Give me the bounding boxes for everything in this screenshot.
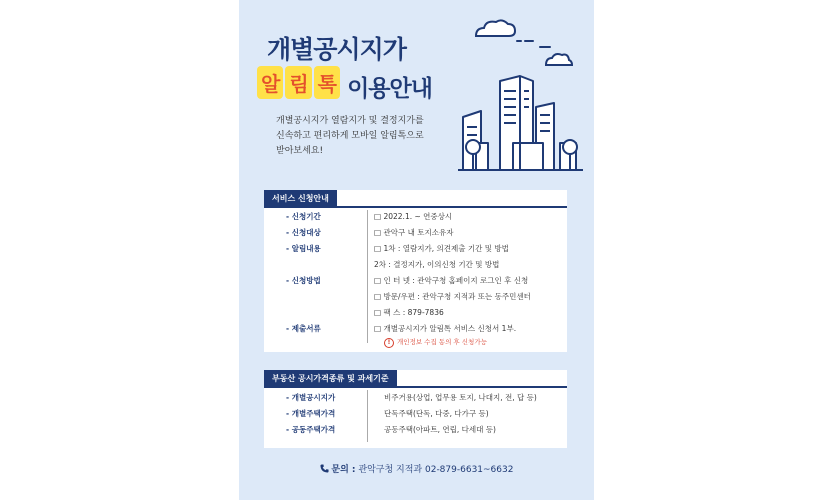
row-value: □ 인 터 넷 : 관악구청 홈페이지 로그인 후 신청 xyxy=(374,276,529,285)
row-label: - 신청대상 xyxy=(286,228,321,237)
row-value: 2차 : 결정지가, 이의신청 기간 및 방법 xyxy=(374,260,500,269)
subtitle xyxy=(276,114,424,159)
row-label: - 개별주택가격 xyxy=(286,409,336,418)
title-line1: 개별공시지가 xyxy=(267,35,406,64)
column-divider xyxy=(367,390,368,442)
alimtalk-badge-1: 알 xyxy=(257,66,283,99)
row-value: □ 1차 : 열람지가, 의견제출 기간 및 방법 xyxy=(374,244,509,253)
contact-info xyxy=(239,462,594,475)
warning-icon: ! xyxy=(384,338,394,348)
row-label: - 공동주택가격 xyxy=(286,425,336,434)
row-label: - 신청방법 xyxy=(286,276,321,285)
section-divider xyxy=(264,206,567,208)
row-value: □ 방문/우편 : 관악구청 지적과 또는 동주민센터 xyxy=(374,292,531,301)
cloud-icon xyxy=(476,20,515,36)
row-value: 단독주택(단독, 다중, 다가구 등) xyxy=(384,409,489,418)
row-label: - 알림내용 xyxy=(286,244,321,253)
price-type-card xyxy=(264,370,567,448)
section-divider xyxy=(264,386,567,388)
subtitle-line: 신속하고 편리하게 모바일 알림톡으로 xyxy=(276,131,424,141)
contact-label: 문의 : xyxy=(331,465,356,475)
section-title: 서비스 신청안내 xyxy=(264,190,337,207)
title-line2 xyxy=(257,66,432,103)
row-value: □ 팩 스 : 879-7836 xyxy=(374,308,444,317)
row-value: □ 2022.1. ~ 연중상시 xyxy=(374,212,453,221)
row-label: - 신청기간 xyxy=(286,212,321,221)
alimtalk-badge-3: 톡 xyxy=(314,66,340,99)
cloud-icon xyxy=(546,54,572,65)
phone-icon xyxy=(320,465,332,475)
poster xyxy=(239,0,594,500)
alimtalk-badge-2: 림 xyxy=(285,66,311,99)
subtitle-line: 받아보세요! xyxy=(276,146,324,156)
row-label: - 개별공시지가 xyxy=(286,393,336,402)
row-value: □ 관악구 내 토지소유자 xyxy=(374,228,454,237)
row-value: 비주거용(상업, 업무용 토지, 나대지, 전, 답 등) xyxy=(384,393,537,402)
privacy-notice-text: 개인정보 수집 동의 후 신청가능 xyxy=(397,338,487,346)
section-title: 부동산 공시가격종류 및 과세기준 xyxy=(264,370,397,387)
privacy-notice xyxy=(384,337,487,348)
service-guide-card xyxy=(264,190,567,352)
subtitle-line: 개별공시지가 열람지가 및 결정지가를 xyxy=(276,116,424,126)
row-value: □ 개별공시지가 알림톡 서비스 신청서 1부. xyxy=(374,324,517,333)
contact-text: 관악구청 지적과 02-879-6631~6632 xyxy=(358,465,514,475)
building-icon xyxy=(463,76,576,170)
city-buildings-illustration xyxy=(458,15,588,175)
row-value: 공동주택(아파트, 연립, 다세대 등) xyxy=(384,425,496,434)
column-divider xyxy=(367,210,368,343)
row-label: - 제출서류 xyxy=(286,324,321,333)
title-rest: 이용안내 xyxy=(347,76,432,102)
